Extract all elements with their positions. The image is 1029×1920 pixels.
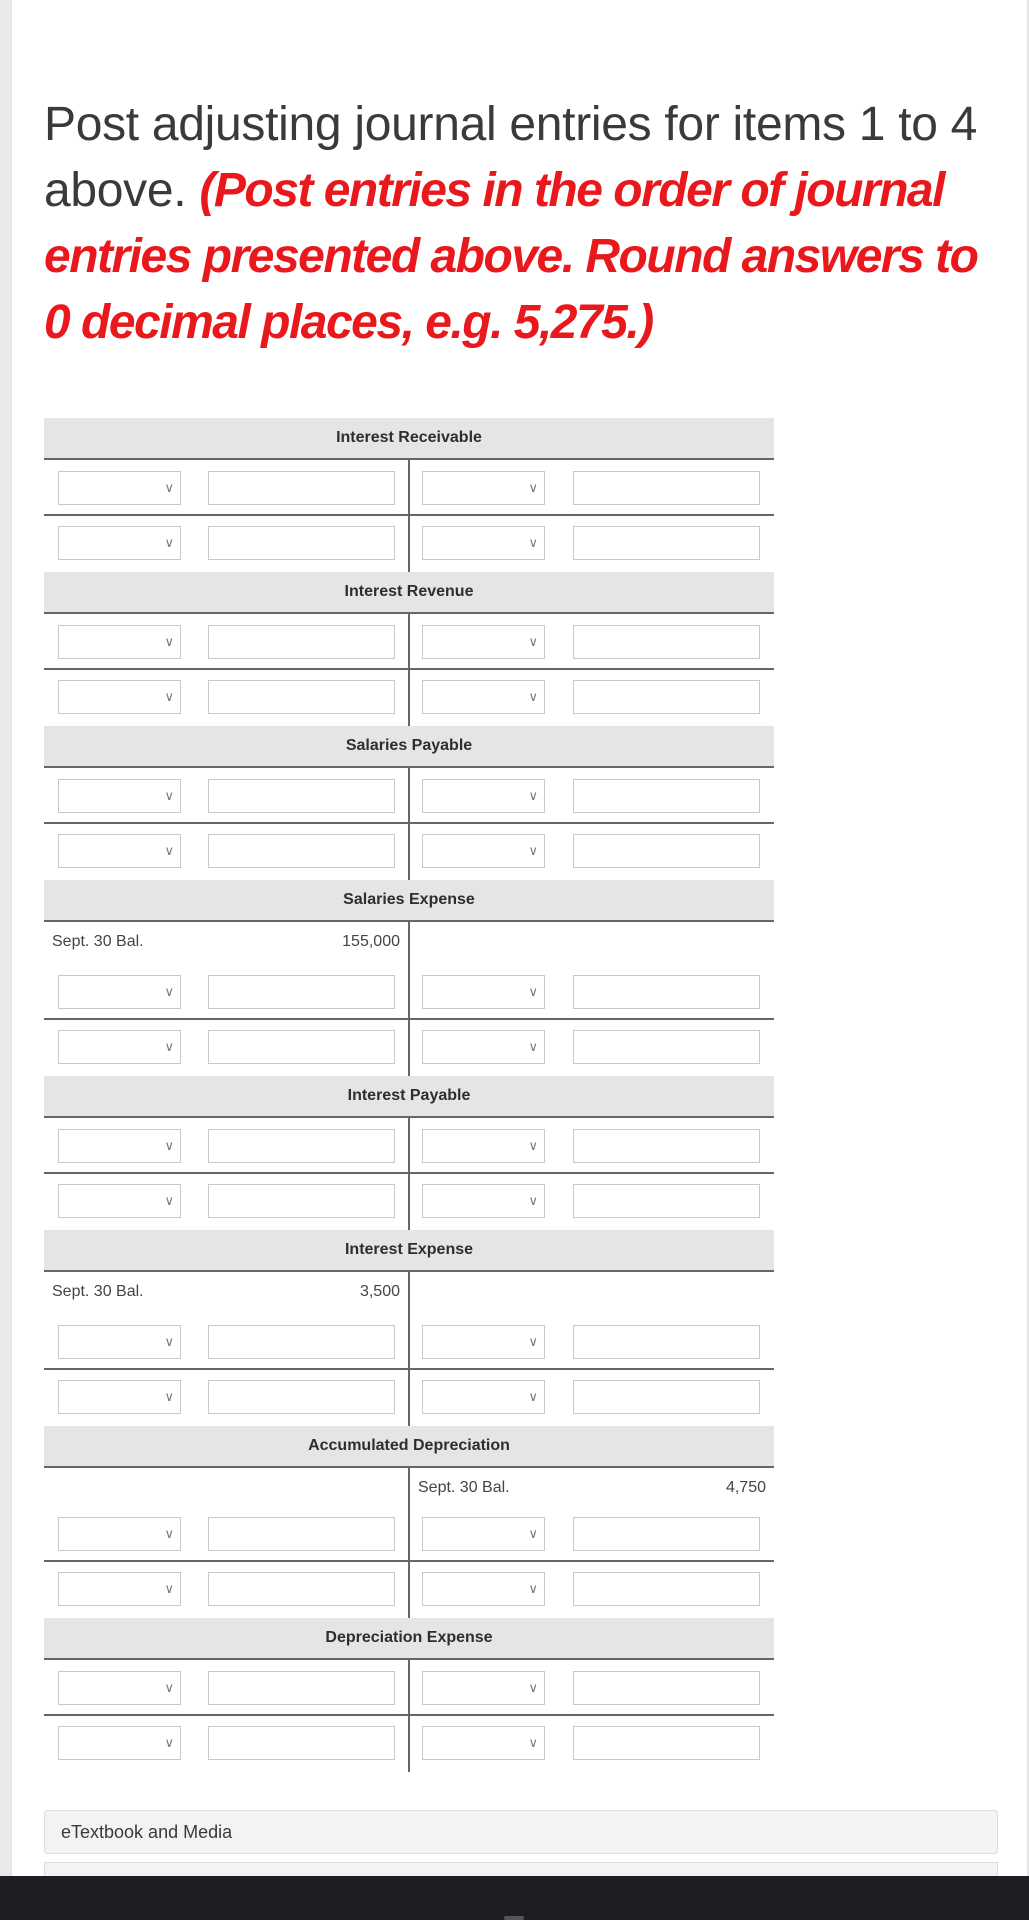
account-header: Interest Revenue [44, 572, 774, 614]
chevron-down-icon: ∨ [164, 634, 174, 649]
entry-row [44, 1370, 774, 1426]
chevron-down-icon: ∨ [164, 788, 174, 803]
chevron-down-icon: ∨ [164, 843, 174, 858]
t-divider [408, 1716, 410, 1772]
chevron-down-icon: ∨ [528, 480, 538, 495]
debit-ref-select[interactable] [58, 1325, 181, 1359]
credit-amount-input[interactable] [573, 1325, 760, 1359]
credit-amount-input[interactable] [573, 1517, 760, 1551]
debit-ref-select[interactable] [58, 1671, 181, 1705]
debit-ref-select[interactable] [58, 975, 181, 1009]
chevron-down-icon: ∨ [528, 1581, 538, 1596]
entry-row [44, 1660, 774, 1716]
credit-amount-input[interactable] [573, 680, 760, 714]
credit-amount-input[interactable] [573, 1380, 760, 1414]
chevron-down-icon: ∨ [164, 689, 174, 704]
t-account-ledger [44, 418, 774, 1772]
debit-amount-input[interactable] [208, 680, 395, 714]
balance-row [44, 922, 774, 964]
etextbook-media-button[interactable]: eTextbook and Media [44, 1810, 998, 1854]
debit-amount-input[interactable] [208, 1129, 395, 1163]
t-divider [408, 670, 410, 726]
credit-ref-select[interactable] [422, 834, 545, 868]
chevron-down-icon: ∨ [528, 1526, 538, 1541]
entry-row [44, 1716, 774, 1772]
credit-amount-input[interactable] [573, 834, 760, 868]
entry-row [44, 1118, 774, 1174]
balance-row [44, 1468, 774, 1506]
chevron-down-icon: ∨ [528, 984, 538, 999]
debit-amount-input[interactable] [208, 526, 395, 560]
debit-amount-input[interactable] [208, 1572, 395, 1606]
credit-ref-select[interactable] [422, 975, 545, 1009]
debit-amount-input[interactable] [208, 471, 395, 505]
credit-amount-input[interactable] [573, 779, 760, 813]
debit-amount-input[interactable] [208, 975, 395, 1009]
account-header: Depreciation Expense [44, 1618, 774, 1660]
chevron-down-icon: ∨ [528, 1735, 538, 1750]
t-divider [408, 516, 410, 572]
credit-ref-select[interactable] [422, 1325, 545, 1359]
credit-ref-select[interactable] [422, 1030, 545, 1064]
debit-amount-input[interactable] [208, 1671, 395, 1705]
balance-row [44, 1272, 774, 1314]
debit-ref-select[interactable] [58, 680, 181, 714]
t-divider [408, 1020, 410, 1076]
credit-amount-input[interactable] [573, 1671, 760, 1705]
chevron-down-icon: ∨ [164, 1581, 174, 1596]
chevron-down-icon: ∨ [528, 1039, 538, 1054]
t-divider [408, 1468, 410, 1506]
chevron-down-icon: ∨ [164, 1193, 174, 1208]
credit-ref-select[interactable] [422, 471, 545, 505]
debit-amount-input[interactable] [208, 1380, 395, 1414]
entry-row [44, 824, 774, 880]
credit-ref-select[interactable] [422, 1517, 545, 1551]
debit-ref-select[interactable] [58, 1726, 181, 1760]
credit-amount-input[interactable] [573, 471, 760, 505]
account-header: Salaries Expense [44, 880, 774, 922]
instructions [44, 92, 1004, 356]
debit-amount-input[interactable] [208, 1184, 395, 1218]
entry-row [44, 460, 774, 516]
credit-ref-select[interactable] [422, 1726, 545, 1760]
chevron-down-icon: ∨ [528, 1389, 538, 1404]
t-divider [408, 1314, 410, 1368]
debit-ref-select[interactable] [58, 1517, 181, 1551]
debit-ref-select[interactable] [58, 1184, 181, 1218]
debit-amount-input[interactable] [208, 625, 395, 659]
credit-amount-input[interactable] [573, 1184, 760, 1218]
credit-amount-input[interactable] [573, 1726, 760, 1760]
debit-ref-select[interactable] [58, 779, 181, 813]
credit-ref-select[interactable] [422, 625, 545, 659]
chevron-down-icon: ∨ [164, 984, 174, 999]
t-divider [408, 1174, 410, 1230]
chevron-down-icon: ∨ [528, 535, 538, 550]
t-divider [408, 1118, 410, 1172]
t-divider [408, 1660, 410, 1714]
entry-row [44, 1020, 774, 1076]
system-navigation-bar [0, 1876, 1029, 1920]
t-divider [408, 1506, 410, 1560]
balance-amount: 3,500 [359, 1283, 400, 1300]
t-divider [408, 768, 410, 822]
entry-row [44, 1174, 774, 1230]
t-divider [408, 460, 410, 514]
account-header: Accumulated Depreciation [44, 1426, 774, 1468]
chevron-down-icon: ∨ [164, 1526, 174, 1541]
debit-amount-input[interactable] [208, 1517, 395, 1551]
debit-ref-select[interactable] [58, 834, 181, 868]
chevron-down-icon: ∨ [528, 634, 538, 649]
account-header: Interest Payable [44, 1076, 774, 1118]
balance-label: Sept. 30 Bal. [52, 933, 144, 950]
chevron-down-icon: ∨ [164, 480, 174, 495]
account-header: Interest Receivable [44, 418, 774, 460]
debit-amount-input[interactable] [208, 1030, 395, 1064]
account-header: Interest Expense [44, 1230, 774, 1272]
chevron-down-icon: ∨ [164, 1389, 174, 1404]
credit-amount-input[interactable] [573, 1572, 760, 1606]
credit-ref-select[interactable] [422, 1572, 545, 1606]
t-divider [408, 1370, 410, 1426]
debit-amount-input[interactable] [208, 834, 395, 868]
t-divider [408, 1272, 410, 1314]
chevron-down-icon: ∨ [164, 1138, 174, 1153]
credit-ref-select[interactable] [422, 1671, 545, 1705]
credit-ref-select[interactable] [422, 1129, 545, 1163]
debit-ref-select[interactable] [58, 526, 181, 560]
entry-row [44, 1562, 774, 1618]
chevron-down-icon: ∨ [528, 1680, 538, 1695]
debit-ref-select[interactable] [58, 625, 181, 659]
entry-row [44, 964, 774, 1020]
credit-ref-select[interactable] [422, 680, 545, 714]
debit-ref-select[interactable] [58, 1380, 181, 1414]
balance-label: Sept. 30 Bal. [418, 1479, 510, 1496]
entry-row [44, 1314, 774, 1370]
balance-amount: 4,750 [725, 1479, 766, 1496]
page-panel [11, 0, 1028, 1876]
credit-ref-select[interactable] [422, 1380, 545, 1414]
debit-ref-select[interactable] [58, 1572, 181, 1606]
chevron-down-icon: ∨ [164, 1334, 174, 1349]
chevron-down-icon: ∨ [164, 1680, 174, 1695]
entry-row [44, 516, 774, 572]
debit-ref-select[interactable] [58, 471, 181, 505]
chevron-down-icon: ∨ [528, 788, 538, 803]
credit-ref-select[interactable] [422, 779, 545, 813]
entry-row [44, 768, 774, 824]
chevron-down-icon: ∨ [528, 1334, 538, 1349]
instructions-text: Post adjusting journal entries for items 1 to 4 above. [44, 98, 978, 217]
chevron-down-icon: ∨ [528, 1138, 538, 1153]
entry-row [44, 614, 774, 670]
balance-label: Sept. 30 Bal. [52, 1283, 144, 1300]
chevron-down-icon: ∨ [528, 1193, 538, 1208]
t-divider [408, 1562, 410, 1618]
debit-amount-input[interactable] [208, 1726, 395, 1760]
debit-amount-input[interactable] [208, 779, 395, 813]
instructions-emphasis: (Post entries in the order of journal entries presented above. Round answers to 0 decimal places, e.g. 5,275.) [44, 164, 978, 349]
debit-ref-select[interactable] [58, 1030, 181, 1064]
home-handle[interactable] [504, 1916, 524, 1920]
credit-amount-input[interactable] [573, 1129, 760, 1163]
debit-ref-select[interactable] [58, 1129, 181, 1163]
entry-row [44, 1506, 774, 1562]
chevron-down-icon: ∨ [528, 843, 538, 858]
chevron-down-icon: ∨ [164, 1735, 174, 1750]
chevron-down-icon: ∨ [164, 535, 174, 550]
t-divider [408, 922, 410, 964]
credit-amount-input[interactable] [573, 975, 760, 1009]
t-divider [408, 614, 410, 668]
credit-ref-select[interactable] [422, 526, 545, 560]
credit-ref-select[interactable] [422, 1184, 545, 1218]
t-divider [408, 964, 410, 1018]
entry-row [44, 670, 774, 726]
account-header: Salaries Payable [44, 726, 774, 768]
debit-amount-input[interactable] [208, 1325, 395, 1359]
chevron-down-icon: ∨ [164, 1039, 174, 1054]
t-divider [408, 824, 410, 880]
credit-amount-input[interactable] [573, 1030, 760, 1064]
credit-amount-input[interactable] [573, 625, 760, 659]
balance-amount: 155,000 [342, 933, 400, 950]
credit-amount-input[interactable] [573, 526, 760, 560]
chevron-down-icon: ∨ [528, 689, 538, 704]
